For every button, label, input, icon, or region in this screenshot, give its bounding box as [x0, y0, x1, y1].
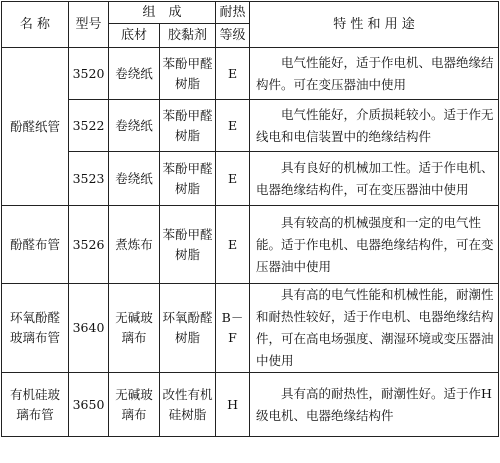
substrate-cell: 煮炼布: [109, 206, 160, 284]
substrate-cell: 卷绕纸: [109, 152, 160, 206]
grade-cell: E: [216, 48, 250, 100]
usage-cell: 具有良好的机械加工性。适于作电机、电器绝缘结构件，可在变压器油中使用: [250, 152, 499, 206]
grade-cell: B－F: [216, 284, 250, 373]
substrate-cell: 卷绕纸: [109, 48, 160, 100]
header-usage: 特 性 和 用 途: [250, 2, 499, 48]
adhesive-cell: 改性有机硅树脂: [160, 373, 216, 437]
usage-cell: 具有高的电气性能和机械性能，耐潮性和耐热性较好，适于作电机、电器绝缘结构件，可在高电场强度、潮湿环境或变压器油中使用: [250, 284, 499, 373]
header-substrate: 底材: [109, 24, 160, 48]
usage-cell: 具有较高的机械强度和一定的电气性能。适于作电机、电器绝缘结构件，可在变压器油中使用: [250, 206, 499, 284]
table-row: [2, 152, 499, 206]
model-cell: 3526: [69, 206, 109, 284]
table-row: [2, 100, 499, 152]
table-row: [2, 206, 499, 284]
materials-table: [1, 1, 499, 437]
adhesive-cell: 苯酚甲醛树脂: [160, 206, 216, 284]
table-row: [2, 373, 499, 437]
usage-cell: 电气性能好，适于作电机、电器绝缘结构件。可在变压器油中使用: [250, 48, 499, 100]
header-adhesive: 胶黏剂: [160, 24, 216, 48]
header-heat-top: 耐热: [216, 2, 250, 24]
adhesive-cell: 环氧酚醛树脂: [160, 284, 216, 373]
grade-cell: E: [216, 206, 250, 284]
model-cell: 3522: [69, 100, 109, 152]
grade-cell: E: [216, 100, 250, 152]
grade-cell: E: [216, 152, 250, 206]
header-composition: 组 成: [109, 2, 216, 24]
model-cell: 3523: [69, 152, 109, 206]
header-model: 型号: [69, 2, 109, 48]
adhesive-cell: 苯酚甲醛树脂: [160, 48, 216, 100]
table-row: [2, 284, 499, 373]
header-heat-bottom: 等级: [216, 24, 250, 48]
model-cell: 3640: [69, 284, 109, 373]
group-name: 环氧酚醛玻璃布管: [2, 284, 69, 373]
substrate-cell: 无碱玻璃布: [109, 373, 160, 437]
grade-cell: H: [216, 373, 250, 437]
table-row: [2, 48, 499, 100]
substrate-cell: 卷绕纸: [109, 100, 160, 152]
adhesive-cell: 苯酚甲醛树脂: [160, 100, 216, 152]
group-name: 酚醛布管: [2, 206, 69, 284]
group-name: 有机硅玻璃布管: [2, 373, 69, 437]
usage-cell: 具有高的耐热性，耐潮性好。适于作H级电机、电器绝缘结构件: [250, 373, 499, 437]
substrate-cell: 无碱玻璃布: [109, 284, 160, 373]
adhesive-cell: 苯酚甲醛树脂: [160, 152, 216, 206]
model-cell: 3650: [69, 373, 109, 437]
group-name: 酚醛纸管: [2, 48, 69, 206]
usage-cell: 电气性能好，介质损耗较小。适于作无线电和电信装置中的绝缘结构件: [250, 100, 499, 152]
header-name: 名 称: [2, 2, 69, 48]
header-row-top: [2, 2, 499, 24]
model-cell: 3520: [69, 48, 109, 100]
